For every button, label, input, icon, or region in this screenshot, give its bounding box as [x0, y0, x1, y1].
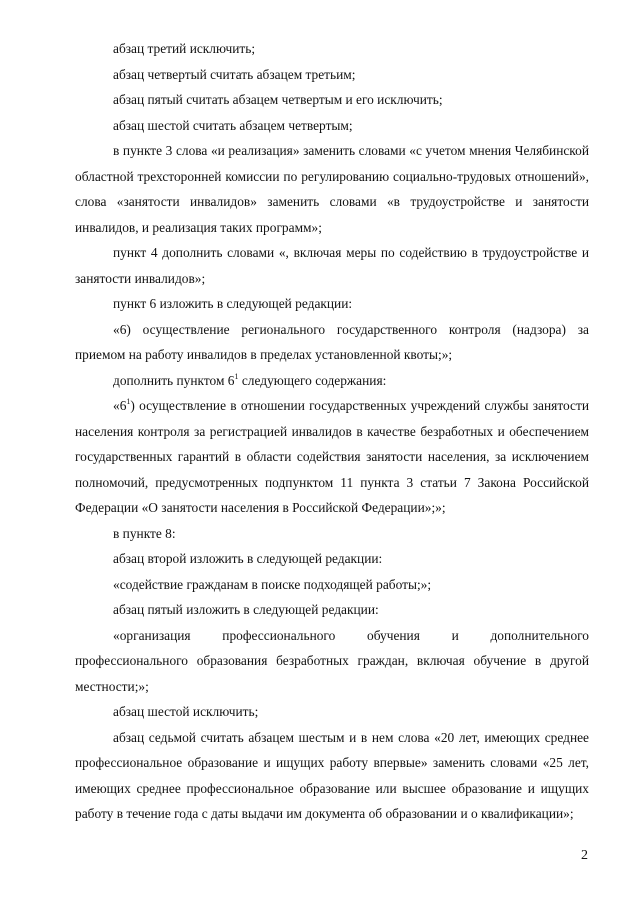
- paragraph-9-text-before: дополнить пунктом 6: [113, 372, 235, 388]
- paragraph-15: «организация профессионального обучения и дополнительного профессионального образования безработных граждан, включая обучение в другой местности;»;: [75, 627, 589, 694]
- paragraph-10-text-before: «6: [113, 398, 127, 413]
- paragraph-10-superscript: 1: [126, 397, 131, 406]
- paragraph-12: абзац второй изложить в следующей редакции:: [113, 551, 383, 566]
- paragraph-10: [75, 393, 589, 521]
- paragraph-9: [75, 368, 589, 394]
- paragraph-16: абзац шестой исключить;: [113, 704, 259, 719]
- paragraph-9-superscript: 1: [234, 371, 239, 381]
- paragraph-3: абзац пятый считать абзацем четвертым и его исключить;: [113, 92, 443, 107]
- paragraph-4: абзац шестой считать абзацем четвертым;: [113, 117, 353, 133]
- paragraph-14: абзац пятый изложить в следующей редакции:: [113, 602, 379, 617]
- paragraph-11: в пункте 8:: [113, 525, 176, 541]
- paragraph-6: пункт 4 дополнить словами «, включая меры по содействию в трудоустройстве и занятости инвалидов»;: [75, 245, 589, 286]
- paragraph-5: в пункте 3 слова «и реализация» заменить словами «с учетом мнения Челябинской областной трехсторонней комиссии по регулированию социально-трудовых отношений», слова «занятости инвалидов» заменить словами «в трудоустройстве и занятости инвалидов, и реализация таких программ»;: [75, 143, 589, 235]
- paragraph-7: пункт 6 изложить в следующей редакции:: [113, 296, 353, 311]
- page-number: 2: [581, 848, 588, 863]
- paragraph-17: абзац седьмой считать абзацем шестым и в нем слова «20 лет, имеющих среднее профессиональное образование и ищущих работу впервые» заменить словами «25 лет, имеющих среднее профессиональное образование или высшее образование и ищущих работу в течение года с даты выдачи им документа об образовании и о квалификации»;: [75, 729, 589, 821]
- paragraph-2: абзац четвертый считать абзацем третьим;: [113, 66, 356, 82]
- paragraph-13: «содействие гражданам в поиске подходящей работы;»;: [113, 576, 432, 592]
- document-body: [75, 36, 589, 827]
- paragraph-8: «6) осуществление регионального государственного контроля (надзора) за приемом на работу инвалидов в пределах установленной квоты;»;: [75, 321, 589, 362]
- paragraph-1: абзац третий исключить;: [113, 41, 256, 56]
- paragraph-9-text-after: следующего содержания:: [238, 372, 387, 388]
- paragraph-10-text-after: ) осуществление в отношении государственных учреждений службы занятости населения контроля за регистрацией инвалидов в качестве безработных и обеспечением государственных гарантий в области содействия занятости населения, за исключением полномочий, предусмотренных подпунктом 11 пункта 3 статьи 7 Закона Российской Федерации «О занятости населения в Российской Федерации»;»;: [75, 398, 589, 515]
